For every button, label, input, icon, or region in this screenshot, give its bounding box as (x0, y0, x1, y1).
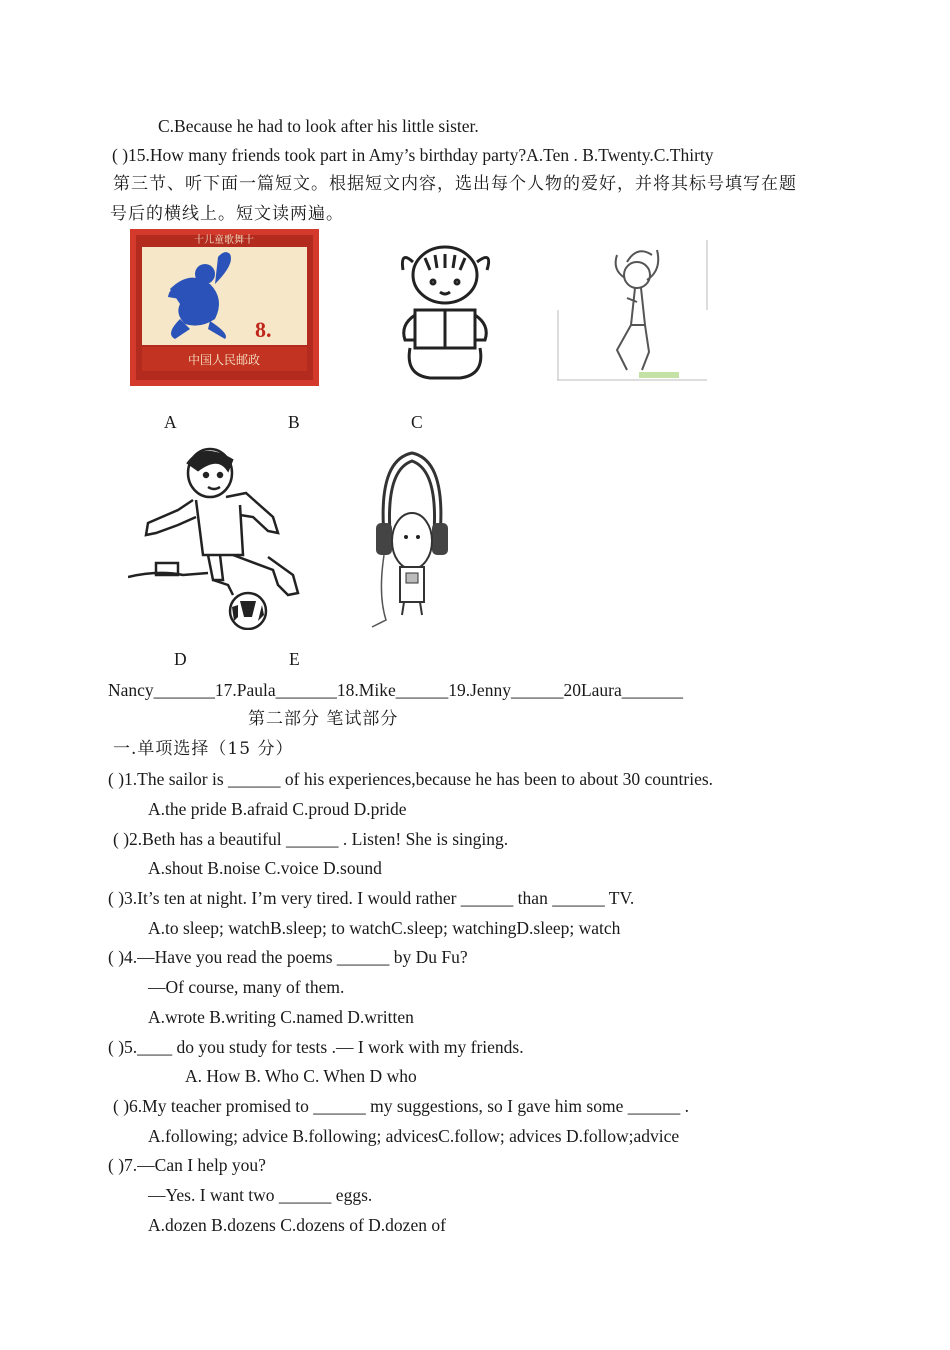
fill-blanks-line: Nancy_______17.Paula_______18.Mike______19.Jenny______20Laura_______ (108, 680, 683, 700)
label-e: E (289, 649, 300, 669)
question-5: ( )5.____ do you study for tests .— I work with my friends. (108, 1037, 524, 1057)
question-4-answer: —Of course, many of them. (148, 977, 345, 997)
question-6: ( )6.My teacher promised to ______ my suggestions, so I gave him some ______ . (113, 1096, 689, 1116)
stamp-value: 8. (255, 317, 272, 342)
girl-reading-picture (385, 240, 505, 385)
section1-heading: 一.单项选择（15 分） (113, 739, 294, 759)
question-1: ( )1.The sailor is ______ of his experiences,because he has been to about 30 countries. (108, 769, 714, 789)
question-4-options: A.wrote B.writing C.named D.written (148, 1007, 414, 1027)
question-3: ( )3.It’s ten at night. I’m very tired. I would rather ______ than ______ TV. (108, 888, 635, 908)
section3-instruction-cont: 号后的横线上。短文读两遍。 (110, 204, 344, 224)
label-d: D (174, 649, 187, 669)
label-a: A (164, 412, 177, 432)
stamp-top-text: 十儿童歌舞十 (194, 235, 254, 246)
headphones-picture (370, 445, 455, 630)
label-c: C (411, 412, 423, 432)
question-6-options: A.following; advice B.following; advicesC.follow; advices D.follow;advice (148, 1126, 680, 1146)
part2-heading: 第二部分 笔试部分 (248, 709, 399, 729)
q14-option-c: C.Because he had to look after his little sister. (158, 116, 479, 136)
question-1-options: A.the pride B.afraid C.proud D.pride (148, 799, 407, 819)
boy-football-picture (128, 445, 310, 630)
question-7-options: A.dozen B.dozens C.dozens of D.dozen of (148, 1215, 446, 1235)
question-2: ( )2.Beth has a beautiful ______ . Listen! She is singing. (113, 829, 509, 849)
question-2-options: A.shout B.noise C.voice D.sound (148, 858, 382, 878)
question-3-options: A.to sleep; watchB.sleep; to watchC.sleep; watchingD.sleep; watch (148, 918, 621, 938)
stamp-bottom-text: 中国人民邮政 (187, 353, 261, 367)
dancing-girl-picture (557, 240, 712, 385)
question-15: ( )15.How many friends took part in Amy’s birthday party?A.Ten . B.Twenty.C.Thirty (112, 145, 714, 165)
question-4: ( )4.—Have you read the poems ______ by Du Fu? (108, 947, 468, 967)
label-b: B (288, 412, 300, 432)
question-7-answer: —Yes. I want two ______ eggs. (148, 1185, 373, 1205)
question-5-options: A. How B. Who C. When D who (185, 1066, 417, 1086)
stamp-picture (130, 229, 319, 386)
question-7: ( )7.—Can I help you? (108, 1155, 266, 1175)
section3-instruction: 第三节、听下面一篇短文。根据短文内容，选出每个人物的爱好，并将其标号填写在题 (113, 174, 797, 194)
